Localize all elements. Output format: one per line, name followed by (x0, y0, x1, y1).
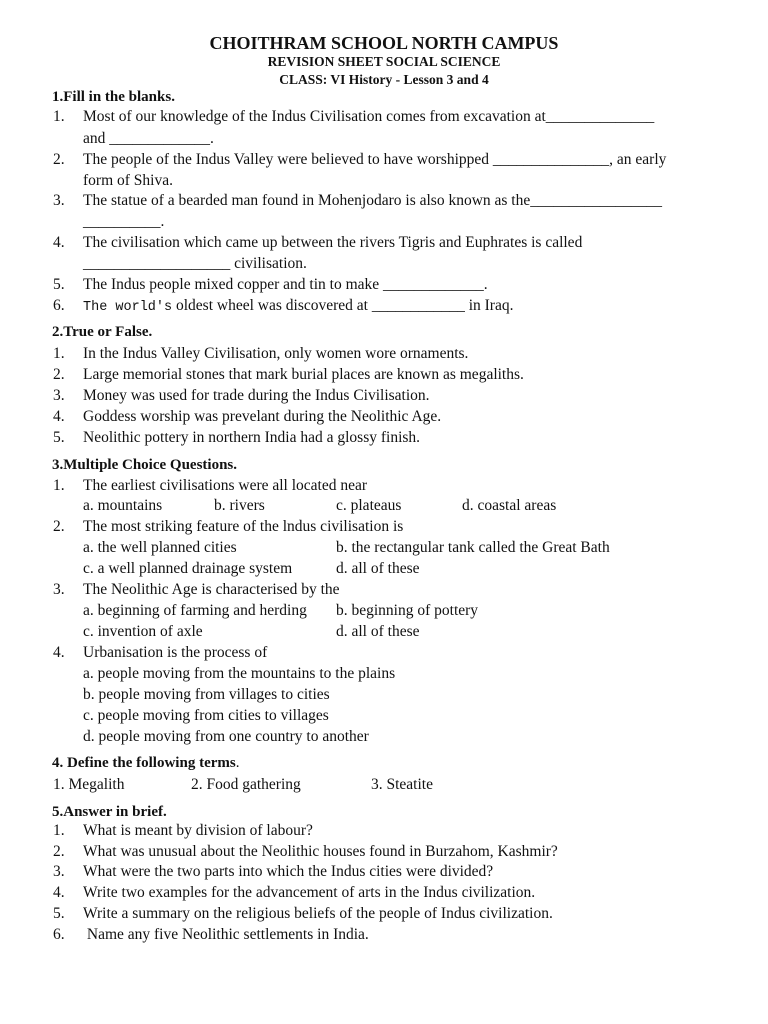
option-d: d. all of these (336, 560, 420, 577)
question-number: 2. (53, 366, 65, 383)
question-text: The statue of a bearded man found in Mohenjodaro is also known as the_________________ (83, 192, 662, 209)
question-text: What is meant by division of labour? (83, 822, 313, 839)
question-text: What was unusual about the Neolithic houses found in Burzahom, Kashmir? (83, 843, 558, 860)
question-number: 1. (53, 477, 65, 494)
question-text-cont: __________. (83, 213, 165, 230)
question-number: 3. (53, 192, 65, 209)
question-number: 5. (53, 905, 65, 922)
question-number: 6. (53, 297, 65, 314)
section-title-dot: . (235, 755, 240, 771)
question-text: The earliest civilisations were all located near (83, 477, 368, 494)
section-title-true-false: 2.True or False. (52, 324, 153, 340)
question-text: Most of our knowledge of the Indus Civilisation comes from excavation at______________ (83, 108, 655, 125)
question-text: Money was used for trade during the Indus Civilisation. (83, 387, 430, 404)
option-c: c. plateaus (336, 497, 402, 514)
section-title-mcq: 3.Multiple Choice Questions. (52, 457, 238, 473)
option-b: b. the rectangular tank called the Great Bath (336, 539, 610, 556)
question-text: Goddess worship was prevelant during the Neolithic Age. (83, 408, 442, 425)
question-text: The Neolithic Age is characterised by the (83, 581, 340, 598)
question-text-mono: The world's (83, 300, 173, 315)
question-number: 2. (53, 843, 65, 860)
question-text: In the Indus Valley Civilisation, only women wore ornaments. (83, 345, 469, 362)
question-text: The most striking feature of the lndus civilisation is (83, 518, 404, 535)
section-title-fill-blanks: 1.Fill in the blanks. (52, 89, 175, 105)
question-number: 4. (53, 644, 65, 661)
term-item: 1. Megalith (53, 776, 125, 793)
option-b: b. rivers (214, 497, 265, 514)
question-text: Name any five Neolithic settlements in India. (83, 926, 369, 943)
option-a: a. the well planned cities (83, 539, 237, 556)
option-d: d. people moving from one country to another (83, 728, 369, 745)
question-text: What were the two parts into which the Indus cities were divided? (83, 863, 494, 880)
question-text: Write two examples for the advancement of arts in the Indus civilization. (83, 884, 536, 901)
question-number: 3. (53, 581, 65, 598)
section-title-text: 4. Define the following terms (52, 755, 236, 771)
term-item: 3. Steatite (371, 776, 433, 793)
question-text: The people of the Indus Valley were believed to have worshipped _______________, an early (83, 151, 667, 168)
question-number: 1. (53, 345, 65, 362)
option-a: a. mountains (83, 497, 163, 514)
question-number: 1. (53, 822, 65, 839)
question-number: 5. (53, 429, 65, 446)
question-text: Large memorial stones that mark burial places are known as megaliths. (83, 366, 524, 383)
option-d: d. coastal areas (462, 497, 557, 514)
sheet-subtitle: REVISION SHEET SOCIAL SCIENCE (267, 54, 501, 69)
question-number: 4. (53, 408, 65, 425)
question-text: Neolithic pottery in northern India had a glossy finish. (83, 429, 421, 446)
question-number: 3. (53, 863, 65, 880)
section-title-answer-brief: 5.Answer in brief. (52, 804, 167, 820)
option-c: c. invention of axle (83, 623, 203, 640)
option-b: b. people moving from villages to cities (83, 686, 330, 703)
section-title-define-terms (52, 755, 239, 772)
question-number: 4. (53, 234, 65, 251)
question-number: 3. (53, 387, 65, 404)
school-title: CHOITHRAM SCHOOL NORTH CAMPUS (209, 33, 559, 53)
option-c: c. a well planned drainage system (83, 560, 293, 577)
option-a: a. beginning of farming and herding (83, 602, 307, 619)
class-line: CLASS: VI History - Lesson 3 and 4 (279, 72, 489, 87)
term-item: 2. Food gathering (191, 776, 301, 793)
question-text: The civilisation which came up between the rivers Tigris and Euphrates is called (83, 234, 583, 251)
question-text: Urbanisation is the process of (83, 644, 268, 661)
question-text (83, 297, 513, 315)
question-number: 6. (53, 926, 65, 943)
question-text-cont: form of Shiva. (83, 172, 173, 189)
question-text-rest: oldest wheel was discovered at ____________ in Iraq. (172, 297, 514, 314)
option-a: a. people moving from the mountains to the plains (83, 665, 396, 682)
question-number: 2. (53, 151, 65, 168)
question-text-cont: ___________________ civilisation. (83, 255, 307, 272)
question-number: 1. (53, 108, 65, 125)
question-text: Write a summary on the religious beliefs of the people of Indus civilization. (83, 905, 553, 922)
question-number: 2. (53, 518, 65, 535)
question-number: 4. (53, 884, 65, 901)
option-d: d. all of these (336, 623, 420, 640)
option-b: b. beginning of pottery (336, 602, 479, 619)
question-text: The Indus people mixed copper and tin to make _____________. (83, 276, 488, 293)
option-c: c. people moving from cities to villages (83, 707, 329, 724)
question-text-cont: and _____________. (83, 130, 214, 147)
question-number: 5. (53, 276, 65, 293)
